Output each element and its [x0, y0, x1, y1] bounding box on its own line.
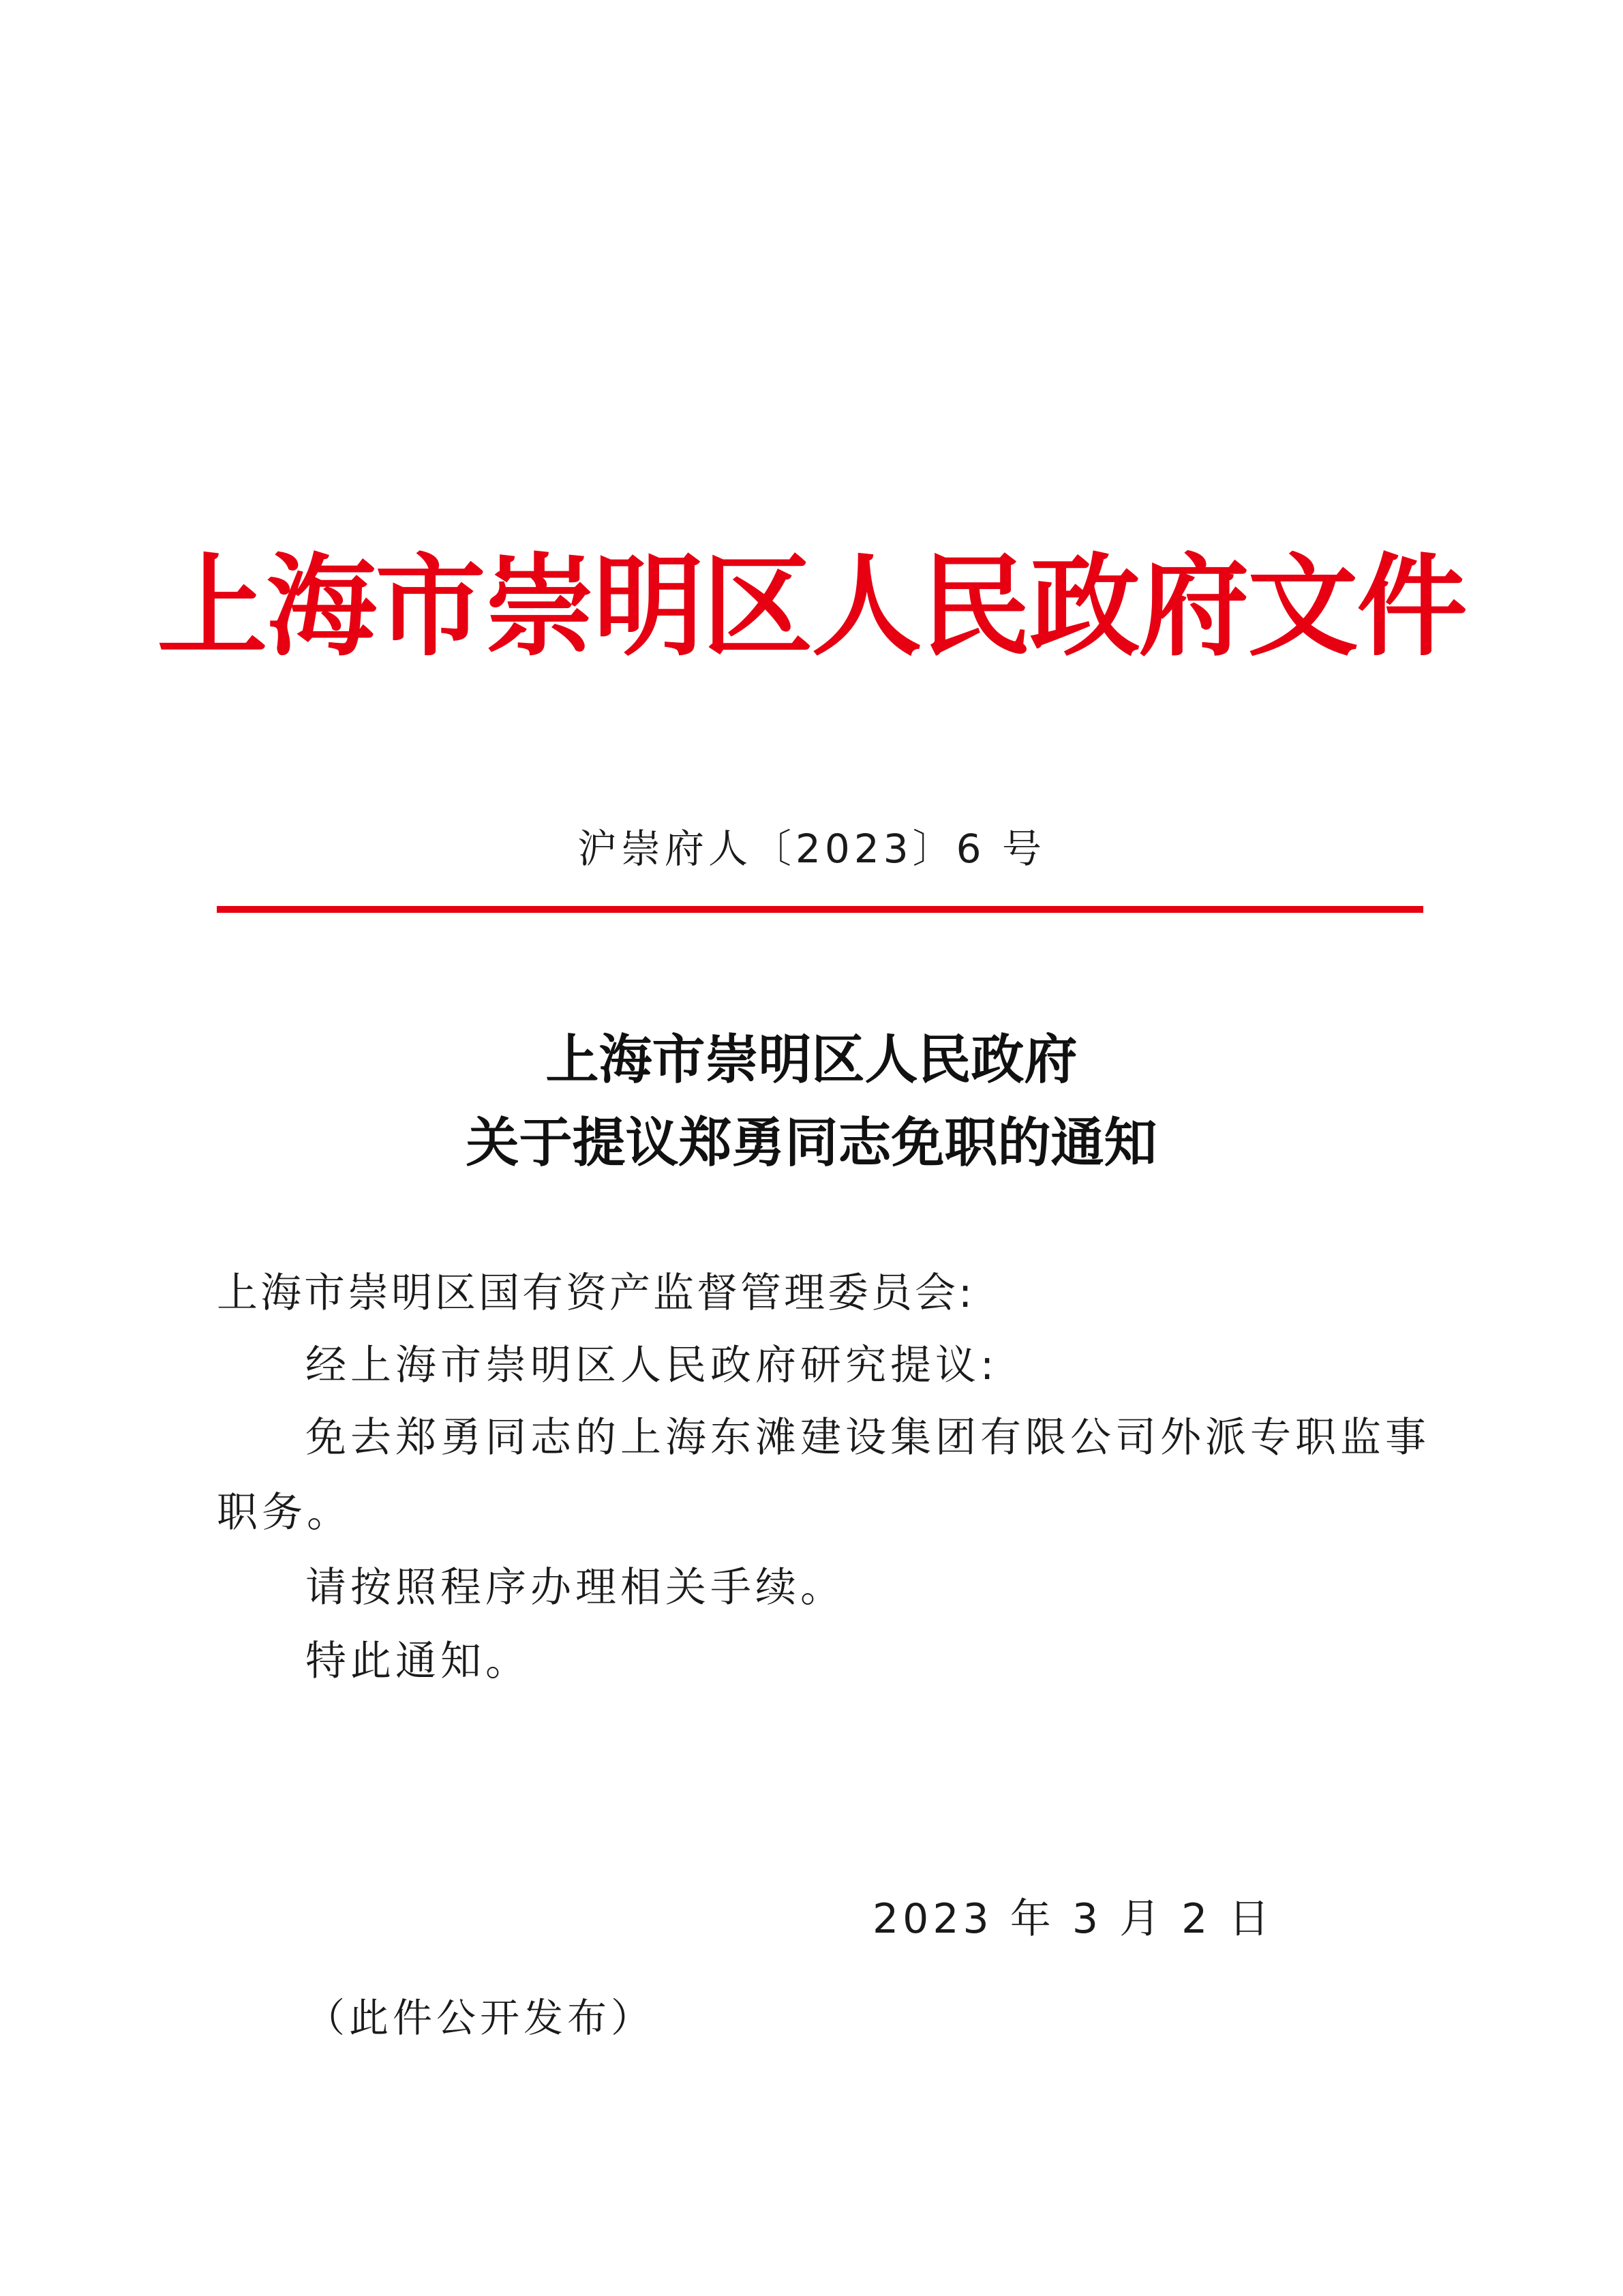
- document-date: 2023 年 3 月 2 日: [873, 1895, 1274, 1943]
- document-title-line-1: 上海市崇明区人民政府: [545, 1029, 1078, 1091]
- red-separator-line: [217, 906, 1423, 913]
- document-title-line-2: 关于提议郑勇同志免职的通知: [466, 1112, 1157, 1174]
- body-paragraph-2-line-2: 职务。: [217, 1489, 352, 1537]
- document-masthead: 上海市崇明区人民政府文件: [157, 542, 1466, 671]
- body-paragraph-4: 特此通知。: [305, 1637, 530, 1685]
- publication-note: （此件公开发布）: [305, 1995, 655, 2041]
- body-paragraph-3: 请按照程序办理相关手续。: [305, 1564, 845, 1612]
- body-paragraph-2-line-1: 免去郑勇同志的上海东滩建设集团有限公司外派专职监事: [305, 1414, 1430, 1462]
- addressee: 上海市崇明区国有资产监督管理委员会:: [217, 1269, 975, 1317]
- document-number: 沪崇府人〔2023〕6 号: [577, 826, 1046, 872]
- body-paragraph-1: 经上海市崇明区人民政府研究提议:: [305, 1342, 999, 1389]
